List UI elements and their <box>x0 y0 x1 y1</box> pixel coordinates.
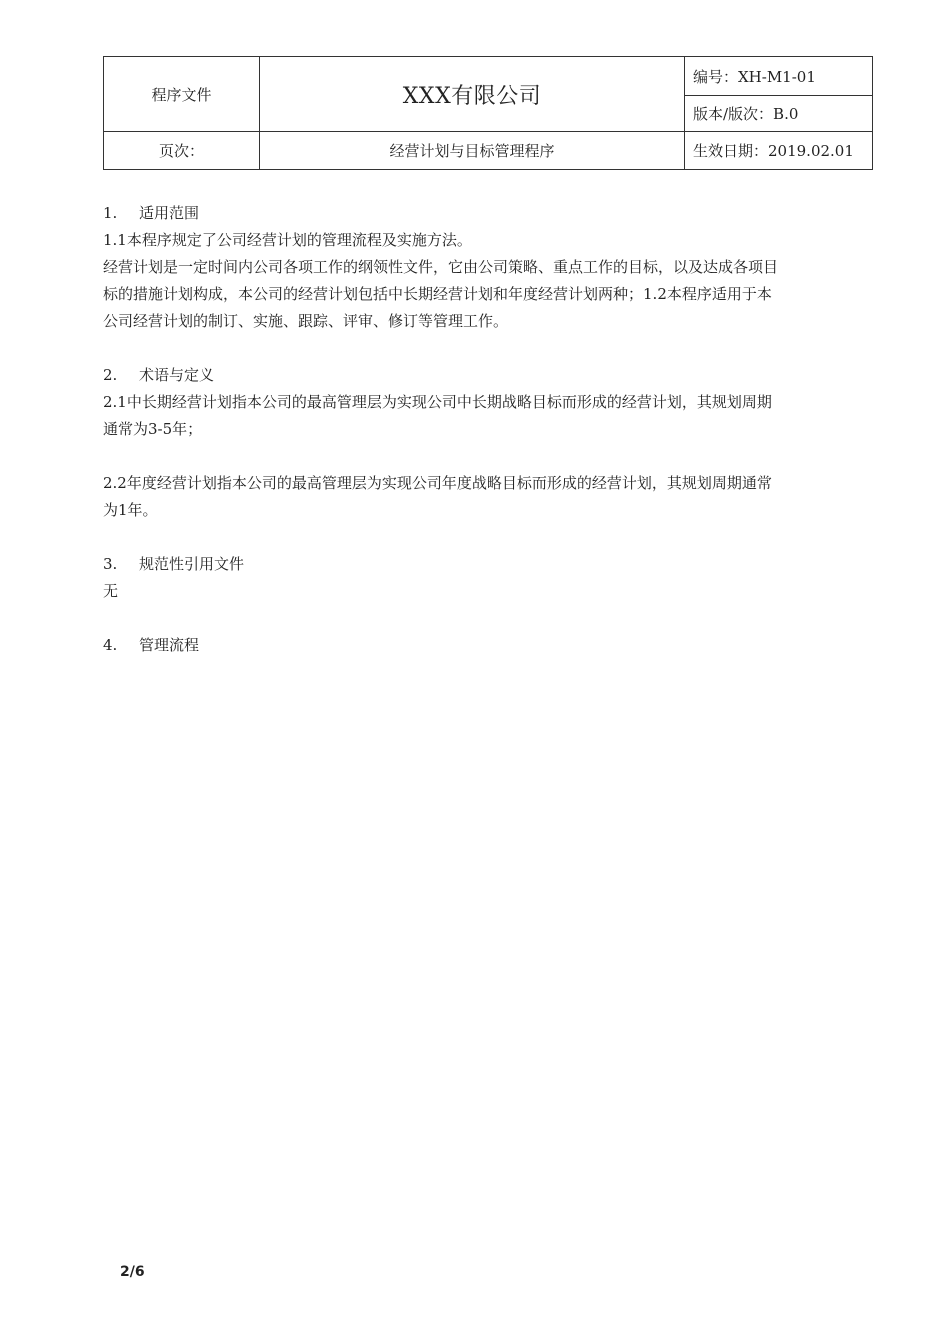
section-title: 适用范围 <box>139 204 200 222</box>
company-name-cell: XXX有限公司 <box>260 57 685 132</box>
document-body <box>103 200 875 659</box>
section-title: 术语与定义 <box>139 366 215 384</box>
paragraph-line: 经营计划是一定时间内公司各项工作的纲领性文件，它由公司策略、重点工作的目标，以及达成各项目 <box>103 258 779 276</box>
section-1-heading <box>103 200 875 227</box>
section-title: 规范性引用文件 <box>139 555 245 573</box>
effective-date-cell: 生效日期：2019.02.01 <box>685 132 873 170</box>
paragraph-line: 公司经营计划的制订、实施、跟踪、评审、修订等管理工作。 <box>103 312 509 330</box>
document-header-table <box>103 56 873 170</box>
paragraph-line: 为1年。 <box>103 501 158 519</box>
doc-type-cell: 程序文件 <box>104 57 260 132</box>
section-number: 3. <box>103 555 118 573</box>
section-number: 4. <box>103 636 118 654</box>
paragraph-line: 2.1中长期经营计划指本公司的最高管理层为实现公司中长期战略目标而形成的经营计划，其规划周期 <box>103 393 772 411</box>
section-4-heading <box>103 632 875 659</box>
paragraph: 无 <box>103 582 119 600</box>
paragraph-line: 标的措施计划构成，本公司的经营计划包括中长期经营计划和年度经营计划两种；1.2本程序适用于本 <box>103 285 772 303</box>
section-number: 2. <box>103 366 118 384</box>
section-3-heading <box>103 551 875 578</box>
section-number: 1. <box>103 204 118 222</box>
paragraph: 1.1本程序规定了公司经营计划的管理流程及实施方法。 <box>103 231 472 249</box>
section-title: 管理流程 <box>139 636 200 654</box>
section-2-heading <box>103 362 875 389</box>
doc-code-cell: 编号：XH-M1-01 <box>685 57 873 96</box>
version-cell: 版本/版次：B.0 <box>685 96 873 132</box>
page-number: 2/6 <box>120 1264 145 1280</box>
paragraph-line: 通常为3-5年； <box>103 420 203 438</box>
paragraph-line: 2.2年度经营计划指本公司的最高管理层为实现公司年度战略目标而形成的经营计划，其规划周期通常 <box>103 474 772 492</box>
doc-title-cell: 经营计划与目标管理程序 <box>260 132 685 170</box>
page-label-cell: 页次： <box>104 132 260 170</box>
